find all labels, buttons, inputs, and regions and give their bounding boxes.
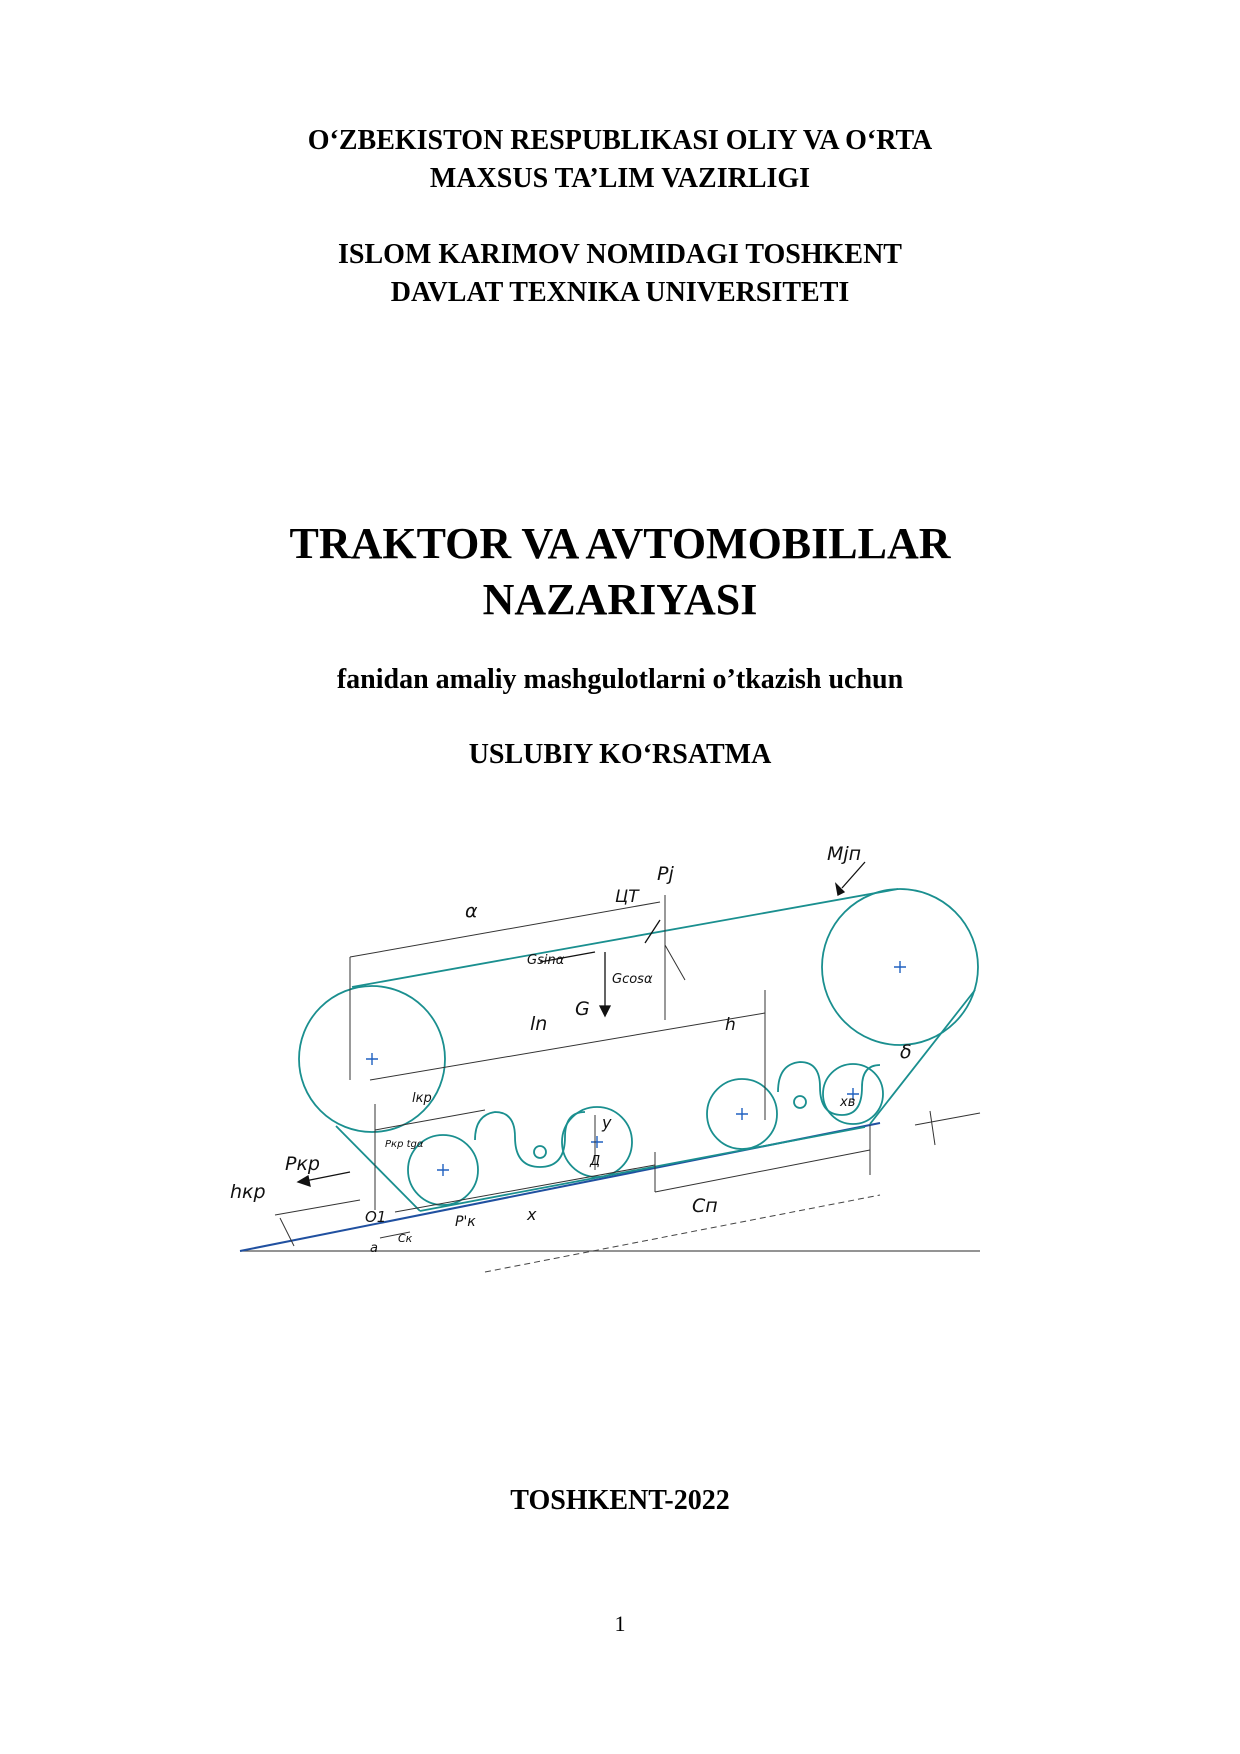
dimension-lines (275, 895, 980, 1246)
label-y: y (602, 1113, 612, 1132)
document-title (0, 516, 1240, 628)
label-a: a (370, 1241, 378, 1256)
label-d: Д (590, 1154, 601, 1169)
ministry-line-2: MAXSUS TA’LIM VAZIRLIGI (429, 163, 811, 194)
document-subtitle: fanidan amaliy mashgulotlarni o’tkazish uchun (336, 664, 904, 695)
city-year: TOSHKENT-2022 (510, 1485, 730, 1516)
title-line-1: TRAKTOR VA AVTOMOBILLAR (289, 519, 951, 568)
label-cn: Cп (692, 1195, 718, 1217)
label-o1: O1 (365, 1208, 387, 1226)
university-line-1: ISLOM KARIMOV NOMIDAGI TOSHKENT (338, 239, 902, 270)
front-track-slope (870, 990, 975, 1124)
label-pkr-small: Pкр tgα (385, 1139, 424, 1150)
label-g: G (575, 998, 590, 1020)
label-gcos: Gcosα (612, 972, 653, 987)
pivot-1 (534, 1146, 546, 1158)
label-mjp: Mjп (827, 843, 862, 865)
label-xv: xв (840, 1095, 856, 1110)
suspension-spring-2 (778, 1062, 880, 1115)
label-hkr: hкр (230, 1181, 266, 1203)
wheel-centers (366, 961, 906, 1176)
label-h: h (725, 1015, 736, 1035)
title-line-2: NAZARIYASI (482, 575, 758, 624)
university-name (0, 236, 1240, 312)
document-type: USLUBIY KO‘RSATMA (468, 739, 772, 770)
label-ct: ЦТ (615, 887, 639, 907)
track-outline (299, 889, 978, 1211)
ground-dim-line (485, 1195, 880, 1272)
page-number: 1 (614, 1611, 626, 1636)
label-ln: ln (530, 1013, 548, 1035)
university-line-2: DAVLAT TEXNIKA UNIVERSITETI (390, 277, 850, 308)
label-gsin: Gsinα (527, 953, 565, 968)
ministry-name (0, 122, 1240, 198)
label-delta: δ (900, 1041, 912, 1063)
label-alpha: α (465, 900, 478, 922)
label-pj: Pj (657, 863, 674, 885)
label-pkr: Pкр (285, 1153, 320, 1175)
tracked-tractor-diagram (230, 840, 990, 1280)
suspension-spring-1 (475, 1112, 585, 1167)
label-pk: P'к (455, 1214, 476, 1230)
lower-track-run (420, 1127, 865, 1211)
label-x: x (527, 1205, 537, 1224)
pivot-2 (794, 1096, 806, 1108)
label-lkr: lкр (412, 1091, 432, 1106)
label-ck: Cк (398, 1232, 413, 1245)
ministry-line-1: O‘ZBEKISTON RESPUBLIKASI OLIY VA O‘RTA (307, 125, 933, 156)
